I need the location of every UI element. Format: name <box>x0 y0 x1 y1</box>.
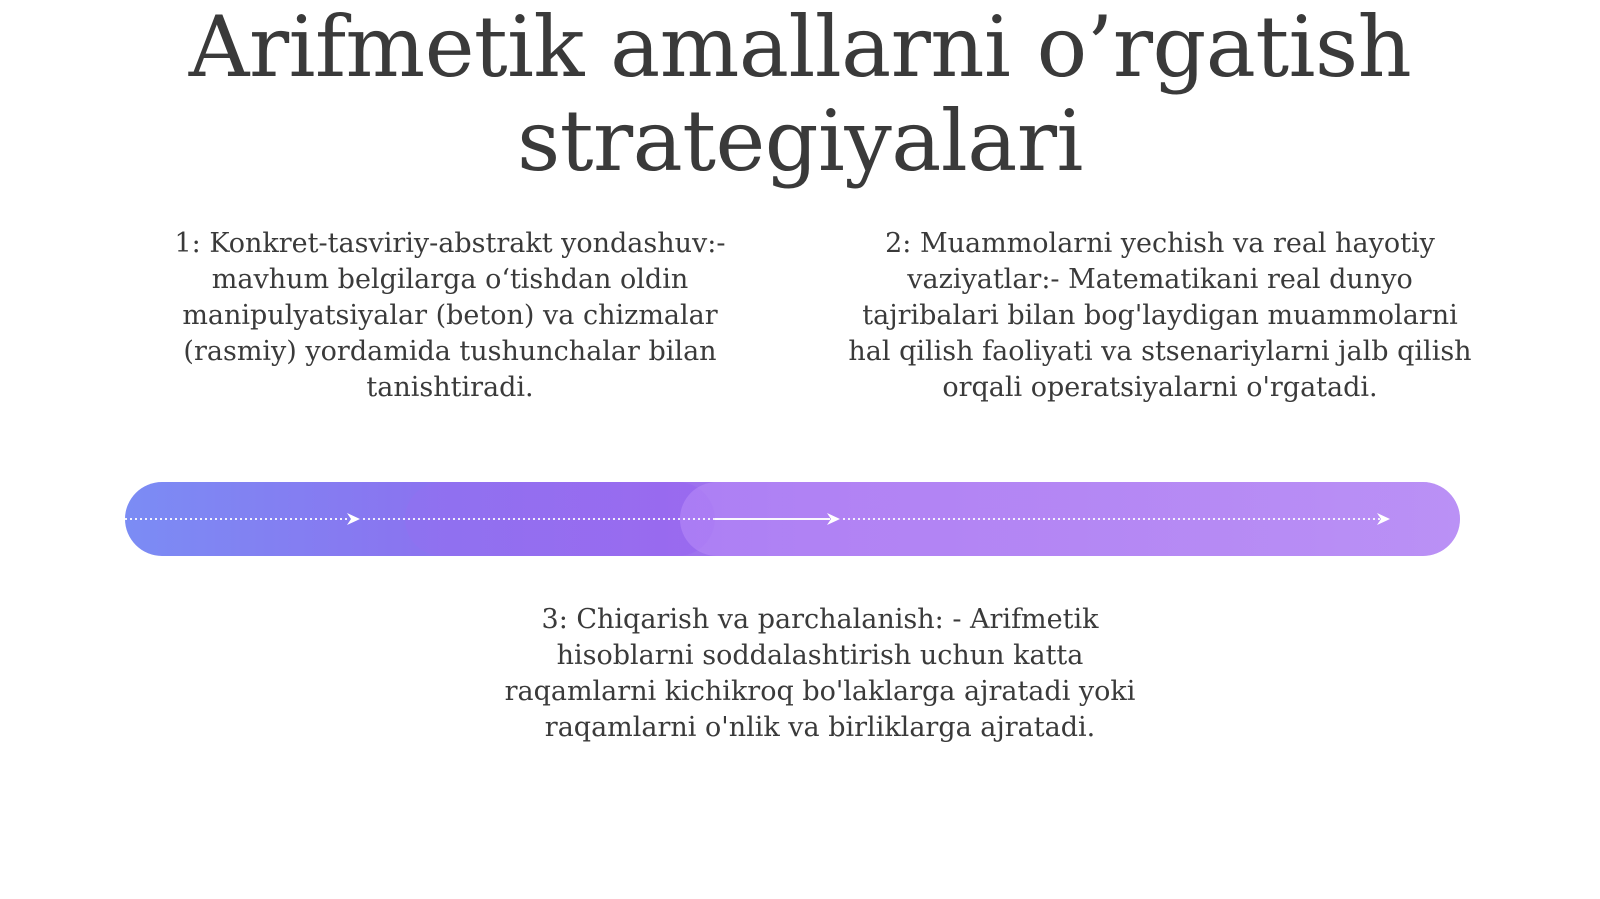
step-3-text: 3: Chiqarish va parchalanish: - Arifmetik hisoblarni soddalashtirish uchun katta raqamlarni kichikroq bo'laklarga ajratadi yoki raqamlarni o'nlik va birliklarga ajratadi. <box>504 604 1136 743</box>
arrow-right-icon <box>347 513 360 525</box>
step-2-text: 2: Muammolarni yechish va real hayotiy vaziyatlar:- Matematikani real dunyo tajribalari bilan bog'laydigan muammolarni hal qilish faoliyati va stsenariylarni jalb qilish orqali operatsiyalarni o'rgatadi. <box>848 228 1472 403</box>
timeline-arrows <box>125 482 1460 556</box>
page-title: Arifmetik amallarni o’rgatish strategiyalari <box>188 0 1412 190</box>
timeline-bar <box>125 482 1460 556</box>
step-1-text: 1: Konkret-tasviriy-abstrakt yondashuv:- mavhum belgilarga o‘tishdan oldin manipulyatsiyalar (beton) va chizmalar (rasmiy) yordamida tushunchalar bilan tanishtiradi. <box>174 228 726 403</box>
